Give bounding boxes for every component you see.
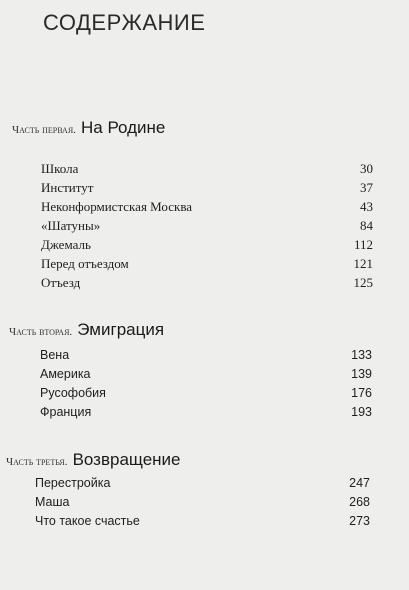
entry-page: 125 <box>353 275 373 290</box>
toc-entry <box>35 495 370 514</box>
toc-entry <box>40 367 372 386</box>
entry-title: Школа <box>41 161 79 176</box>
part-title: Возвращение <box>72 450 181 469</box>
entry-page: 37 <box>360 180 373 195</box>
toc-entry <box>40 348 372 367</box>
entry-title: Маша <box>35 495 70 509</box>
entry-title: Франция <box>40 405 92 419</box>
entry-page: 133 <box>351 348 372 362</box>
part-heading <box>6 450 181 470</box>
toc-entry <box>41 180 373 199</box>
toc-entry <box>40 386 372 405</box>
toc-entry <box>41 237 373 256</box>
entry-title: Отъезд <box>41 275 81 290</box>
entry-title: Джемаль <box>41 237 91 252</box>
entry-title: Неконформистская Москва <box>41 199 193 214</box>
toc-entry <box>40 405 372 424</box>
entry-title: Русофобия <box>40 386 106 400</box>
entry-page: 30 <box>360 161 373 176</box>
entry-title: Америка <box>40 367 91 381</box>
entry-title: Что такое счастье <box>35 514 140 528</box>
toc-entry <box>41 218 373 237</box>
part-label: Часть первая. <box>12 124 76 136</box>
part-title: Эмиграция <box>77 320 165 339</box>
entry-page: 139 <box>351 367 372 381</box>
entry-title: «Шатуны» <box>41 218 101 233</box>
entry-title: Перестройка <box>35 476 111 490</box>
part-label: Часть вторая. <box>9 326 73 338</box>
entry-page: 112 <box>353 237 373 252</box>
entry-page: 247 <box>349 476 370 490</box>
toc-entry <box>35 476 370 495</box>
part-heading <box>9 320 164 340</box>
part-heading <box>12 118 165 138</box>
entry-page: 268 <box>349 495 370 509</box>
entry-page: 176 <box>351 386 372 400</box>
entry-page: 273 <box>349 514 370 528</box>
toc-entry <box>41 161 373 180</box>
toc-entry <box>41 275 373 294</box>
entry-page: 84 <box>360 218 373 233</box>
entry-title: Вена <box>40 348 70 362</box>
part-label: Часть третья. <box>6 456 68 468</box>
toc-entry <box>35 514 370 533</box>
entry-page: 193 <box>351 405 372 419</box>
toc-entry <box>41 256 373 275</box>
toc-entry <box>41 199 373 218</box>
entry-page: 121 <box>353 256 373 271</box>
page-title: СОДЕРЖАНИЕ <box>43 10 206 35</box>
entry-title: Институт <box>41 180 94 195</box>
entry-page: 43 <box>360 199 373 214</box>
entry-title: Перед отъездом <box>41 256 129 271</box>
part-title: На Родине <box>81 118 166 137</box>
